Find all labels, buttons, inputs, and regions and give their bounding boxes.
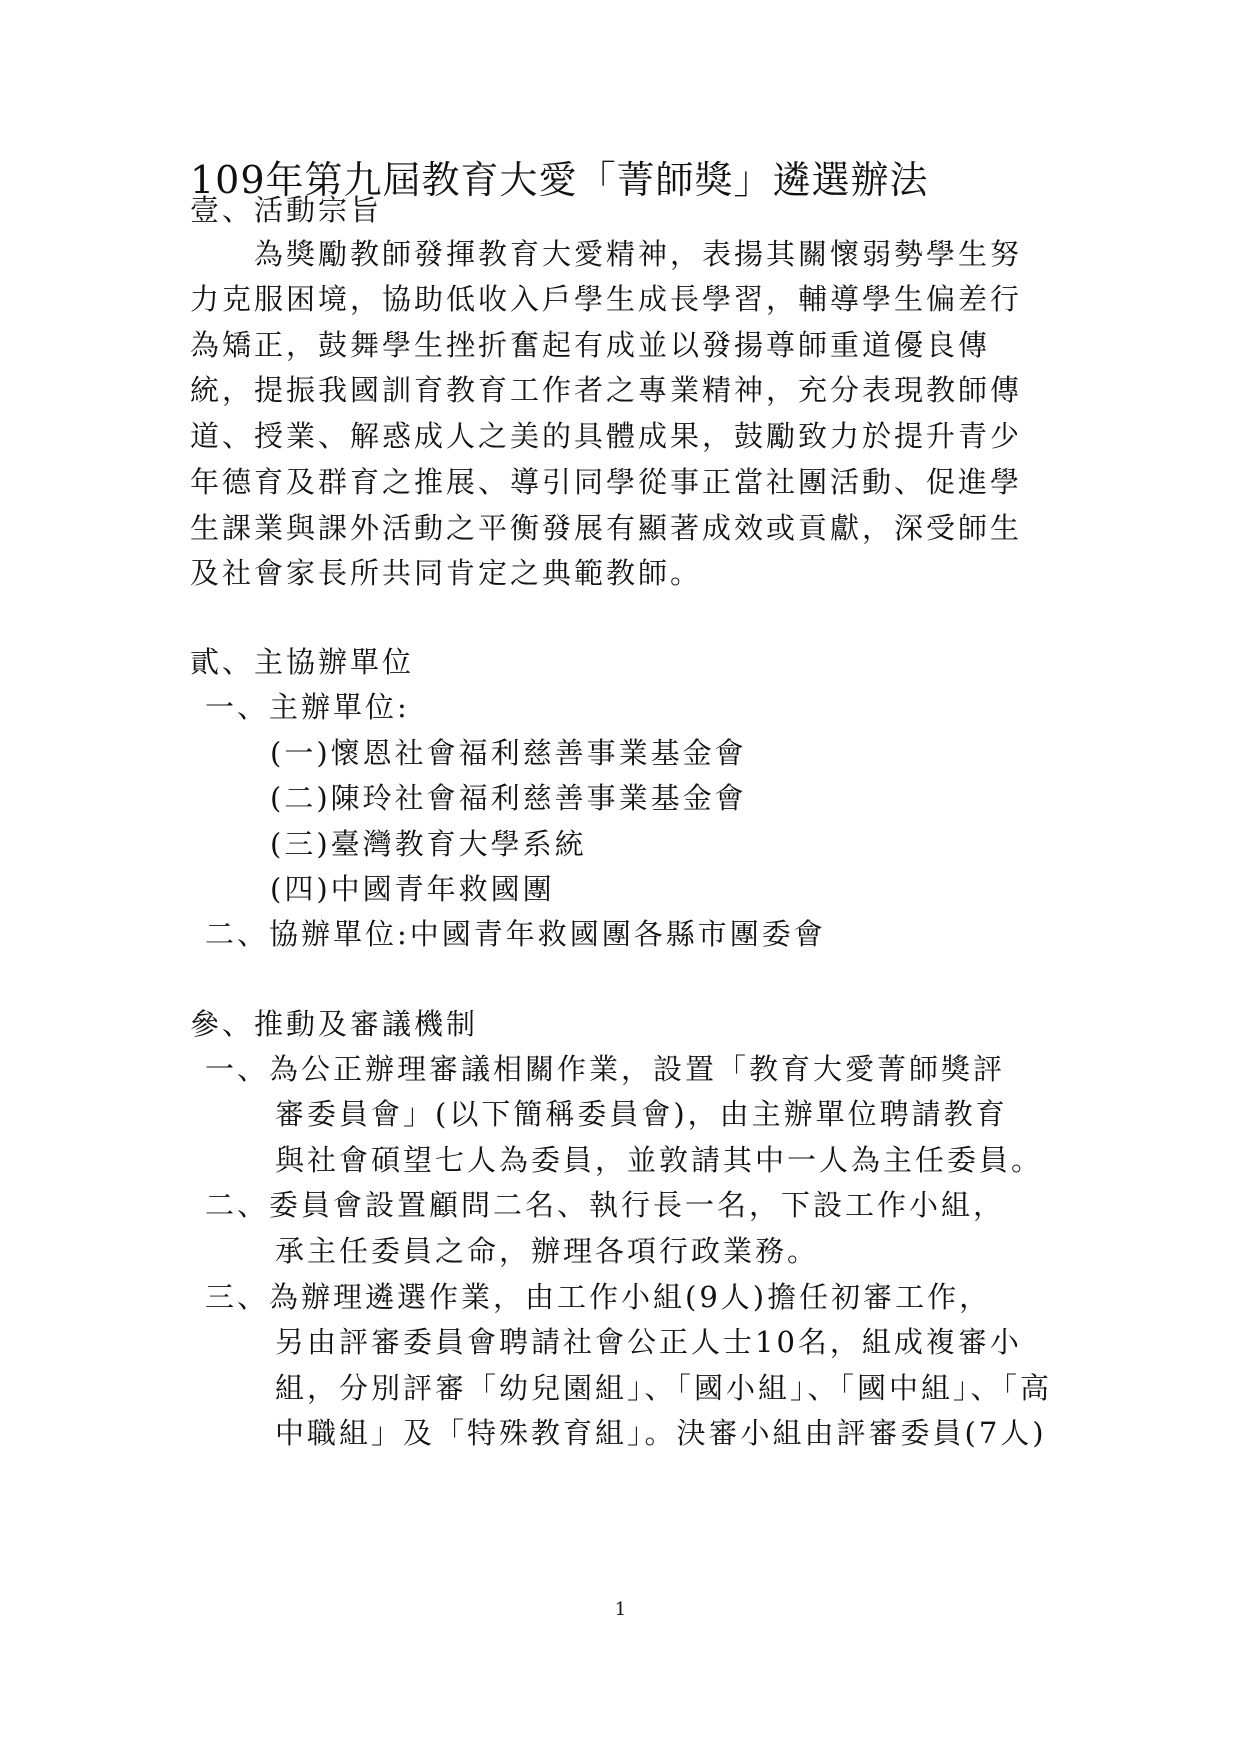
section-3-item-3-line: 組，分別評審「幼兒園組」、「國小組」、「國中組」、「高 bbox=[275, 1371, 1053, 1405]
document-title: 109年第九屆教育大愛「菁師獎」遴選辦法 bbox=[190, 158, 929, 202]
page-number: 1 bbox=[614, 1599, 627, 1620]
organizer-item: (二)陳玲社會福利慈善事業基金會 bbox=[270, 781, 747, 815]
section-3-item-3-line: 另由評審委員會聘請社會公正人士10名，組成複審小 bbox=[275, 1325, 1022, 1359]
section-3-item-2-line: 二、委員會設置顧問二名、執行長一名，下設工作小組， bbox=[205, 1188, 1006, 1222]
organizer-item: (一)懷恩社會福利慈善事業基金會 bbox=[270, 736, 747, 770]
section-3-item-3-line: 三、為辦理遴選作業，由工作小組(9人)擔任初審工作， bbox=[205, 1280, 992, 1314]
section-1-line: 力克服困境，協助低收入戶學生成長學習，輔導學生偏差行 bbox=[190, 282, 1023, 316]
section-3-item-1-line: 與社會碩望七人為委員，並敦請其中一人為主任委員。 bbox=[275, 1143, 1044, 1177]
section-1-line: 生課業與課外活動之平衡發展有顯著成效或貢獻，深受師生 bbox=[190, 511, 1023, 545]
section-3-heading: 參、推動及審議機制 bbox=[190, 1007, 479, 1041]
section-1-line: 為矯正，鼓舞學生挫折奮起有成並以發揚尊師重道優良傳 bbox=[190, 328, 991, 362]
section-3-item-2-line: 承主任委員之命，辦理各項行政業務。 bbox=[275, 1234, 820, 1268]
section-2-item-2: 二、協辦單位:中國青年救國團各縣市團委會 bbox=[205, 917, 826, 951]
section-3-item-3-line: 中職組」及「特殊教育組」。決審小組由評審委員(7人) bbox=[275, 1416, 1047, 1450]
section-1-line: 年德育及群育之推展、導引同學從事正當社團活動、促進學 bbox=[190, 465, 1023, 499]
section-1-line: 統，提振我國訓育教育工作者之專業精神，充分表現教師傳 bbox=[190, 373, 1023, 407]
section-3-item-1-line: 一、為公正辦理審議相關作業，設置「教育大愛菁師獎評 bbox=[205, 1052, 1006, 1086]
section-2-item-1: 一、主辦單位: bbox=[205, 690, 410, 724]
section-3-item-1-line: 審委員會」(以下簡稱委員會)，由主辦單位聘請教育 bbox=[275, 1097, 1008, 1131]
organizer-item: (三)臺灣教育大學系統 bbox=[270, 827, 587, 861]
section-1-line: 及社會家長所共同肯定之典範教師。 bbox=[190, 556, 703, 590]
organizer-item: (四)中國青年救國團 bbox=[270, 872, 555, 906]
section-2-heading: 貳、主協辦單位 bbox=[190, 645, 415, 679]
section-1-heading: 壹、活動宗旨 bbox=[190, 193, 383, 227]
section-1-line: 為獎勵教師發揮教育大愛精神，表揚其關懷弱勢學生努 bbox=[190, 237, 1023, 271]
section-1-line: 道、授業、解惑成人之美的具體成果，鼓勵致力於提升青少 bbox=[190, 419, 1023, 453]
